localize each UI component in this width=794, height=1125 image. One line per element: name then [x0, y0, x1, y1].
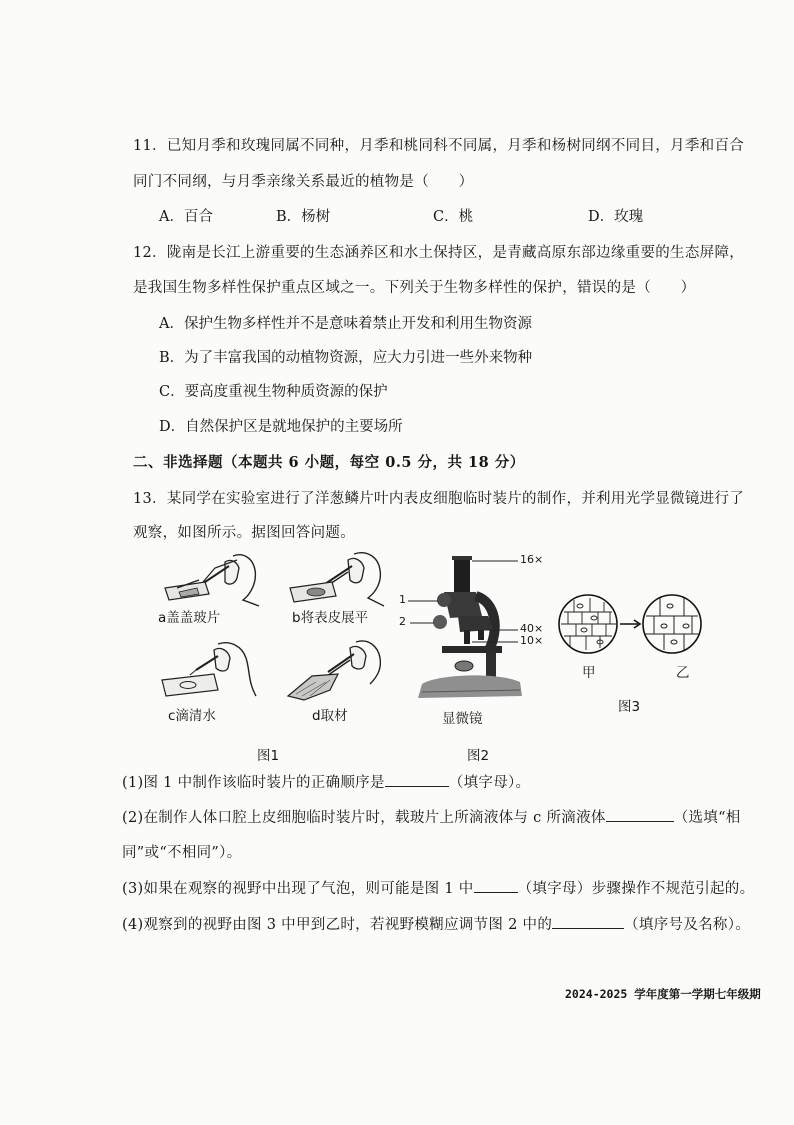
q13-sub1-text: (1)图 1 中制作该临时装片的正确顺序是: [122, 775, 385, 791]
q13-sub1-answer-blank[interactable]: [385, 772, 449, 787]
q13-sub2-line2: 同”或“不相同”）。: [122, 845, 242, 861]
step-d-illustration: [282, 638, 392, 704]
field-of-view-illustration: [556, 590, 716, 660]
q11-stem-line1: 11．已知月季和玫瑰同属不同种，月季和桃同科不同属，月季和杨树同纲不同目，月季和百合: [133, 138, 745, 154]
q13-sub2-text: (2)在制作人体口腔上皮细胞临时装片时，载玻片上所滴液体与 c 所滴液体: [122, 810, 606, 826]
fig3-label-yi: 乙: [676, 665, 690, 681]
q13-sub2-answer-blank[interactable]: [606, 807, 674, 822]
q12-stem-line2: 是我国生物多样性保护重点区域之一。下列关于生物多样性的保护，错误的是（ ）: [133, 280, 696, 296]
fig2-mark-1: 1: [399, 593, 406, 606]
figure-1: [150, 548, 390, 728]
q12-option-b: B．为了丰富我国的动植物资源，应大力引进一些外来物种: [159, 350, 533, 366]
fig2-label: 显微镜: [442, 711, 483, 727]
fig2-mark-40x: 40×: [520, 622, 544, 635]
fig1-label-b: b将表皮展平: [292, 610, 369, 626]
q11-option-d: D．玫瑰: [588, 209, 644, 225]
q13-sub4-answer-blank[interactable]: [552, 914, 624, 929]
q11-option-b: B．杨树: [276, 209, 331, 225]
q12-option-c: C．要高度重视生物种质资源的保护: [159, 384, 388, 400]
q13-sub3-text-after: （填字母）步骤操作不规范引起的。: [517, 881, 755, 897]
q12-stem-line1: 12．陇南是长江上游重要的生态涵养区和水土保持区，是青藏高原东部边缘重要的生态屏障，: [133, 245, 745, 261]
q13-sub2-text-after: （选填“相: [673, 810, 741, 826]
fig2-caption: 图2: [467, 748, 490, 764]
q13-sub2: [122, 806, 741, 827]
fig1-label-a: a盖盖玻片: [158, 610, 221, 626]
fig2-mark-10x: 10×: [520, 634, 544, 647]
step-b-illustration: [282, 548, 392, 610]
section2-title: 二、非选择题（本题共 6 小题，每空 0.5 分，共 18 分）: [133, 454, 525, 471]
fig3-label-jia: 甲: [582, 665, 596, 681]
step-a-illustration: [155, 548, 265, 610]
fig1-label-c: c滴清水: [168, 708, 216, 724]
q13-stem-line1: 13．某同学在实验室进行了洋葱鳞片叶内表皮细胞临时装片的制作，并利用光学显微镜进行了: [133, 491, 745, 507]
q12-option-a: A．保护生物多样性并不是意味着禁止开发和利用生物资源: [159, 316, 532, 332]
q11-stem-line2: 同门不同纲，与月季亲缘关系最近的植物是（ ）: [133, 174, 474, 190]
fig2-mark-eyepiece: 16×: [520, 553, 544, 566]
q12-option-d: D．自然保护区是就地保护的主要场所: [159, 419, 403, 435]
fig3-caption: 图3: [618, 699, 641, 715]
fig1-caption: 图1: [257, 748, 280, 764]
q13-sub3-text: (3)如果在观察的视野中出现了气泡，则可能是图 1 中: [122, 881, 474, 897]
q13-sub1: [122, 771, 530, 792]
figure-3: [556, 590, 716, 720]
fig1-label-d: d取材: [312, 708, 348, 724]
figure-2: [398, 552, 558, 732]
q13-sub3-answer-blank[interactable]: [474, 878, 518, 893]
q13-sub4-text: (4)观察到的视野由图 3 中甲到乙时，若视野模糊应调节图 2 中的: [122, 917, 553, 933]
page-footer: 2024-2025 学年度第一学期七年级期: [565, 987, 761, 1001]
q13-stem-line2: 观察，如图所示。据图回答问题。: [133, 525, 355, 541]
q13-sub3: [122, 877, 754, 898]
q11-option-a: A．百合: [159, 209, 213, 225]
q11-option-c: C．桃: [433, 209, 474, 225]
q13-sub1-text-after: （填字母）。: [448, 775, 531, 791]
q13-sub4-text-after: （填序号及名称）。: [624, 917, 751, 933]
fig2-mark-2: 2: [399, 615, 406, 628]
q13-sub4: [122, 913, 750, 934]
step-c-illustration: [158, 640, 268, 702]
